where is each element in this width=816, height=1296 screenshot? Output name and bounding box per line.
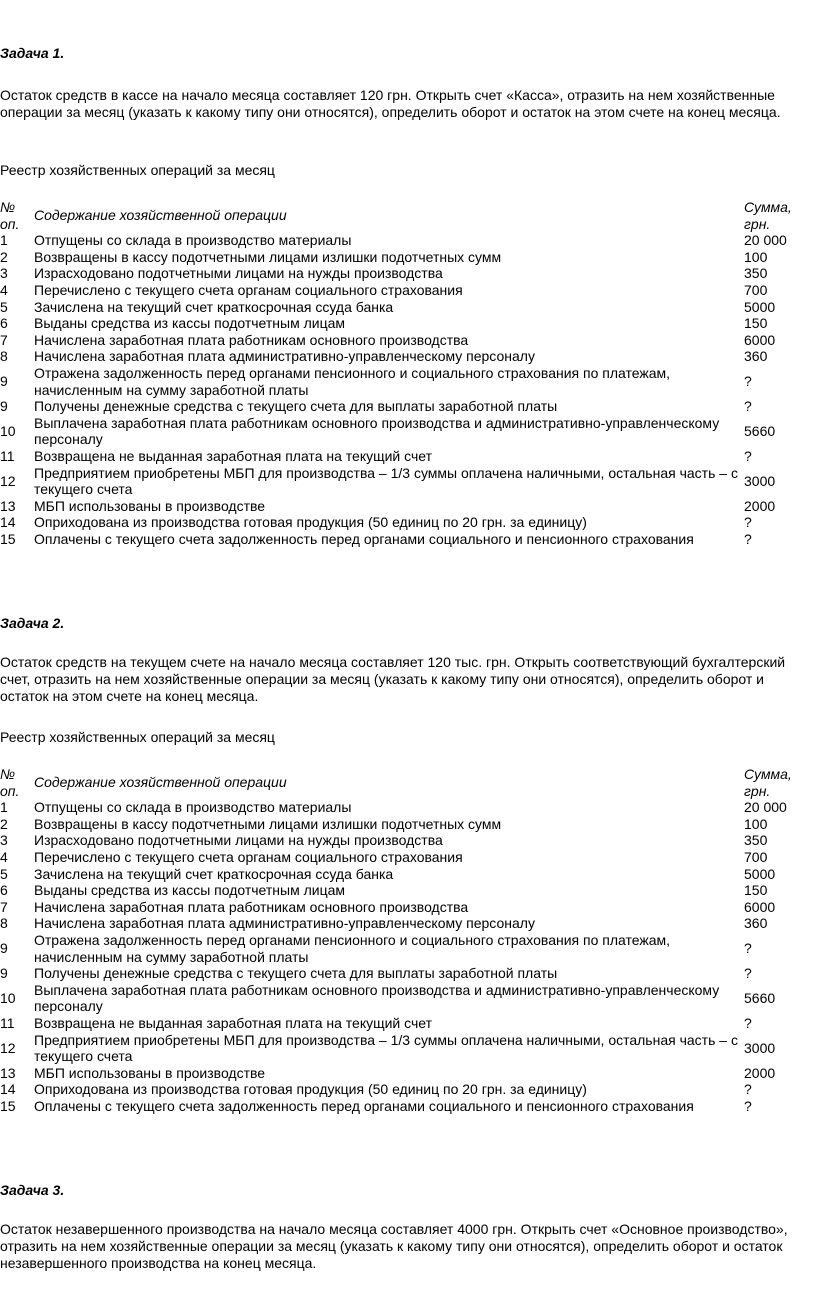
operation-amount: 350 (744, 832, 768, 849)
header-number-line: оп. (0, 215, 20, 232)
table-row (0, 282, 800, 299)
table-row (0, 265, 800, 282)
operation-number: 1 (0, 799, 8, 816)
operation-description: Возвращена не выданная заработная плата на текущий счет (34, 1014, 433, 1031)
table-row (0, 965, 800, 982)
table-row (0, 1081, 800, 1098)
table-row (0, 465, 800, 498)
operation-amount: 350 (744, 265, 768, 282)
operation-number: 7 (0, 331, 8, 348)
operation-description: МБП использованы в производстве (34, 1064, 266, 1081)
task-description: Остаток средств в кассе на начало месяца составляет 120 грн. Открыть счет «Касса», отразить на нем хозяйственные операции за месяц (указать к какому типу они относятся), определить оборот и остаток на этом счете на конец месяца. (0, 87, 781, 120)
operation-amount: 6000 (744, 331, 776, 348)
operation-amount: 700 (744, 848, 768, 865)
table-row (0, 849, 800, 866)
operation-description: Зачислена на текущий счет краткосрочная ссуда банка (34, 298, 394, 315)
table-row (0, 832, 800, 849)
operation-description: Отражена задолженность перед органами пенсионного и социального страхования по платежам, начисленным на сумму заработной платы (34, 931, 671, 965)
operation-amount: ? (744, 447, 752, 464)
operation-number: 14 (0, 1081, 16, 1098)
operation-amount: 5660 (744, 990, 776, 1007)
operation-amount: 150 (744, 315, 768, 332)
register-title: Реестр хозяйственных операций за месяц (0, 729, 275, 745)
operation-number: 10 (0, 423, 16, 440)
table-row (0, 498, 800, 515)
table-row (0, 866, 800, 883)
operation-number: 15 (0, 1097, 16, 1114)
operation-amount: 3000 (744, 472, 776, 489)
operation-number: 11 (0, 1014, 15, 1031)
operation-amount: 100 (744, 248, 768, 265)
header-amount-line: Сумма, (744, 766, 792, 782)
operation-amount: 5660 (744, 423, 776, 440)
header-number-cell (0, 199, 34, 232)
table-row (0, 249, 800, 266)
operation-amount: 150 (744, 882, 768, 899)
operation-description: Начислена заработная плата административно-управленческому персоналу (34, 915, 535, 932)
operation-amount: ? (744, 965, 752, 982)
operations-table (0, 766, 800, 1114)
operation-number: 5 (0, 865, 8, 882)
operation-description: Выплачена заработная плата работникам основного производства и административно-управленческому персоналу (34, 414, 720, 448)
header-number-line: № (0, 199, 16, 215)
table-header-row (0, 766, 800, 799)
operation-amount: 3000 (744, 1039, 776, 1056)
operation-amount: ? (744, 398, 752, 415)
task-2-register-title-block (0, 729, 816, 746)
table-row (0, 899, 800, 916)
operation-number: 8 (0, 915, 8, 932)
operation-description: Выданы средства из кассы подотчетным лицам (34, 882, 346, 899)
operation-description: Оприходована из производства готовая продукция (50 единиц по 20 грн. за единицу) (34, 1081, 587, 1098)
table-row (0, 882, 800, 899)
task-3-text-block (0, 1221, 816, 1272)
register-title: Реестр хозяйственных операций за месяц (0, 162, 275, 178)
operation-amount: 100 (744, 815, 768, 832)
operation-description: Выданы средства из кассы подотчетным лицам (34, 315, 346, 332)
operation-amount: ? (744, 514, 752, 531)
operation-number: 12 (0, 472, 16, 489)
table-row (0, 1015, 800, 1032)
operation-amount: 20 000 (744, 799, 787, 816)
header-number-cell (0, 766, 34, 799)
table-row (0, 348, 800, 365)
operation-number: 12 (0, 1039, 16, 1056)
table-row (0, 1065, 800, 1082)
table-header-row (0, 199, 800, 232)
operation-amount: 6000 (744, 898, 776, 915)
header-number-line: № (0, 766, 16, 782)
table-row (0, 365, 800, 398)
operation-number: 13 (0, 1064, 16, 1081)
operation-number: 5 (0, 298, 8, 315)
operation-description: Возвращены в кассу подотчетными лицами излишки подотчетных сумм (34, 815, 502, 832)
operation-description: Оплачены с текущего счета задолженность перед органами социального и пенсионного страхования (34, 1097, 694, 1114)
operation-amount: ? (744, 1014, 752, 1031)
operation-description: Отпущены со склада в производство материалы (34, 799, 352, 816)
operation-description: Оприходована из производства готовая продукция (50 единиц по 20 грн. за единицу) (34, 514, 587, 531)
operation-number: 3 (0, 832, 8, 849)
operation-description: Оплачены с текущего счета задолженность перед органами социального и пенсионного страхования (34, 530, 694, 547)
operation-amount: ? (744, 940, 752, 957)
operation-amount: 360 (744, 348, 768, 365)
operation-amount: ? (744, 373, 752, 390)
operation-number: 6 (0, 882, 8, 899)
operation-number: 13 (0, 497, 16, 514)
task-2 (0, 615, 816, 632)
operation-description: Израсходовано подотчетными лицами на нужды производства (34, 265, 443, 282)
operation-number: 8 (0, 348, 8, 365)
operation-number: 15 (0, 530, 16, 547)
operation-number: 7 (0, 898, 8, 915)
operation-number: 6 (0, 315, 8, 332)
header-amount-cell (744, 766, 800, 799)
operation-amount: ? (744, 530, 752, 547)
operation-description: Возвращена не выданная заработная плата на текущий счет (34, 447, 433, 464)
operation-number: 4 (0, 281, 8, 298)
operation-description: Начислена заработная плата административно-управленческому персоналу (34, 348, 535, 365)
operation-description: Начислена заработная плата работникам основного производства (34, 331, 469, 348)
operation-amount: 5000 (744, 865, 776, 882)
operation-number: 4 (0, 848, 8, 865)
header-amount-cell (744, 199, 800, 232)
operation-amount: ? (744, 1097, 752, 1114)
task-1 (0, 45, 816, 62)
operation-number: 14 (0, 514, 16, 531)
operation-description: Возвращены в кассу подотчетными лицами излишки подотчетных сумм (34, 248, 502, 265)
task-1-register (0, 199, 816, 547)
table-row (0, 799, 800, 816)
operation-number: 3 (0, 265, 8, 282)
operation-description: Выплачена заработная плата работникам основного производства и административно-управленческому персоналу (34, 981, 720, 1015)
table-row (0, 448, 800, 465)
operation-description: Получены денежные средства с текущего счета для выплаты заработной платы (34, 965, 558, 982)
table-row (0, 299, 800, 316)
operation-amount: 700 (744, 281, 768, 298)
task-title: Задача 3. (0, 1182, 65, 1198)
operation-number: 9 (0, 373, 8, 390)
table-row (0, 315, 800, 332)
operation-amount: 360 (744, 915, 768, 932)
header-description-cell: Содержание хозяйственной операции (34, 774, 287, 791)
operation-number: 11 (0, 447, 15, 464)
table-row (0, 1098, 800, 1115)
operation-description: Перечислено с текущего счета органам социального страхования (34, 281, 463, 298)
operations-table (0, 199, 800, 547)
table-row (0, 531, 800, 548)
table-row (0, 1032, 800, 1065)
operation-description: МБП использованы в производстве (34, 497, 266, 514)
task-2-register (0, 766, 816, 1114)
operation-description: Зачислена на текущий счет краткосрочная ссуда банка (34, 865, 394, 882)
operation-number: 1 (0, 232, 8, 249)
table-row (0, 232, 800, 249)
table-row (0, 932, 800, 965)
task-1-text-block (0, 87, 816, 121)
task-1-register-title-block (0, 162, 816, 179)
task-description: Остаток средств на текущем счете на начало месяца составляет 120 тыс. грн. Открыть соответствующий бухгалтерский счет, отразить на нем хозяйственные операции за месяц (указать к какому типу они относятся), определить оборот и остаток на этом счете на конец месяца. (0, 654, 786, 704)
operation-number: 9 (0, 398, 8, 415)
operation-amount: 2000 (744, 497, 776, 514)
header-number-line: оп. (0, 782, 20, 799)
table-row (0, 982, 800, 1015)
operation-amount: ? (744, 1081, 752, 1098)
task-3 (0, 1182, 816, 1199)
table-row (0, 332, 800, 349)
header-description-cell: Содержание хозяйственной операции (34, 207, 287, 224)
operation-description: Отражена задолженность перед органами пенсионного и социального страхования по платежам, начисленным на сумму заработной платы (34, 364, 671, 398)
operation-number: 10 (0, 990, 16, 1007)
operation-description: Получены денежные средства с текущего счета для выплаты заработной платы (34, 398, 558, 415)
operation-amount: 20 000 (744, 232, 787, 249)
table-row (0, 915, 800, 932)
operation-number: 2 (0, 815, 8, 832)
table-row (0, 514, 800, 531)
operation-number: 2 (0, 248, 8, 265)
operation-description: Израсходовано подотчетными лицами на нужды производства (34, 832, 443, 849)
task-2-text-block (0, 654, 816, 705)
header-amount-line: грн. (744, 215, 771, 232)
table-row (0, 415, 800, 448)
operation-description: Предприятием приобретены МБП для производства – 1/3 суммы оплачена наличными, остальная часть – с текущего счета (34, 1031, 738, 1065)
task-description: Остаток незавершенного производства на начало месяца составляет 4000 грн. Открыть счет «Основное производство», отразить на нем хозяйственные операции за месяц (указать к какому типу они относятся), определить оборот и остаток незавершенного производства на конец месяца. (0, 1221, 788, 1271)
operation-description: Перечислено с текущего счета органам социального страхования (34, 848, 463, 865)
table-row (0, 398, 800, 415)
operation-description: Отпущены со склада в производство материалы (34, 232, 352, 249)
table-row (0, 816, 800, 833)
operation-number: 9 (0, 965, 8, 982)
operation-amount: 2000 (744, 1064, 776, 1081)
task-title: Задача 2. (0, 615, 65, 631)
operation-number: 9 (0, 940, 8, 957)
header-amount-line: Сумма, (744, 199, 792, 215)
operation-description: Предприятием приобретены МБП для производства – 1/3 суммы оплачена наличными, остальная часть – с текущего счета (34, 464, 738, 498)
task-title: Задача 1. (0, 45, 65, 61)
header-amount-line: грн. (744, 782, 771, 799)
operation-description: Начислена заработная плата работникам основного производства (34, 898, 469, 915)
operation-amount: 5000 (744, 298, 776, 315)
